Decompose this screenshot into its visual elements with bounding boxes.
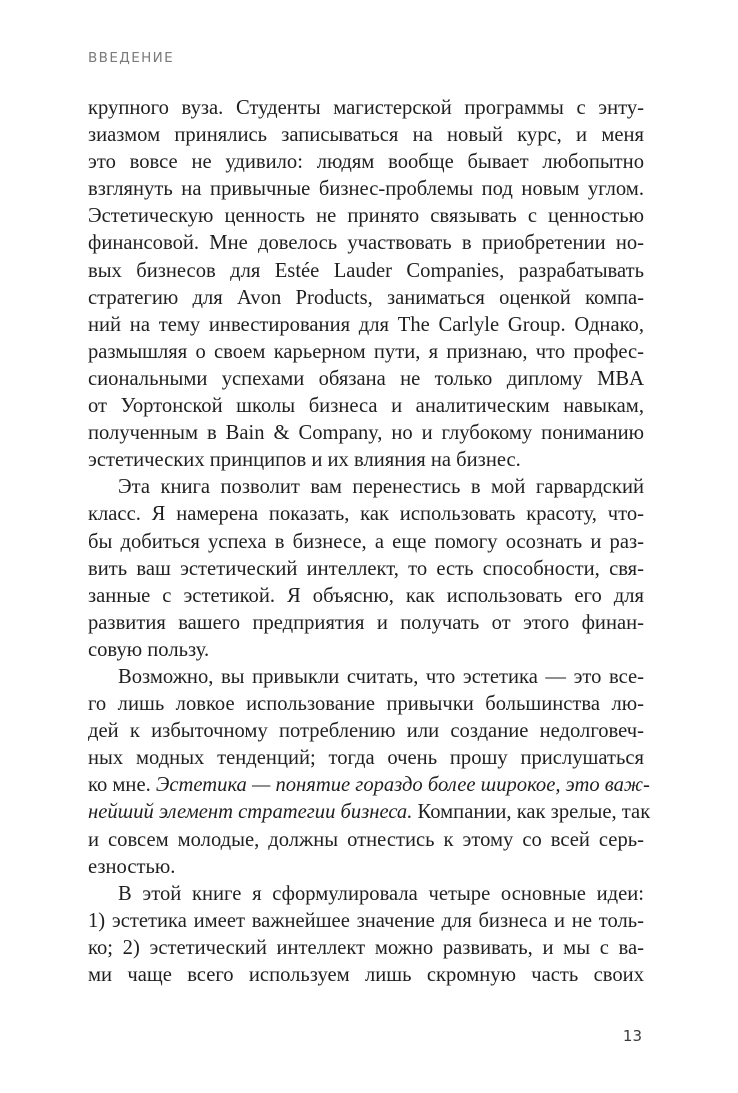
text-line: взглянуть на привычные бизнес-проблемы под новым углом. [88, 178, 644, 201]
italic-emphasis: нейший элемент стратегии бизнеса. [88, 801, 413, 824]
text-line: финансовой. Мне довелось участвовать в приобретении но- [88, 232, 644, 255]
text-line: полученным в Bain & Company, но и глубокому пониманию [88, 422, 644, 445]
text-line: Возможно, вы привыкли считать, что эстетика — это все- [118, 665, 644, 688]
text-line: дей к избыточному потреблению или создание недолговеч- [88, 720, 644, 743]
text-line: В этой книге я сформулировала четыре основные идеи: [118, 882, 644, 905]
text-line: зиазмом принялись записываться на новый курс, и меня [88, 124, 644, 147]
text-line: Эстетическую ценность не принято связывать с ценностью [88, 205, 644, 228]
text-line: стратегию для Avon Products, заниматься оценкой компа- [88, 286, 644, 309]
text-line: класс. Я намерена показать, как использовать красоту, что- [88, 503, 644, 526]
text-line: Эта книга позволит вам перенестись в мой гарвардский [118, 476, 644, 499]
text-line: это вовсе не удивило: людям вообще бывает любопытно [88, 151, 644, 174]
text-line: ний на тему инвестирования для The Carlyle Group. Однако, [88, 313, 644, 336]
body-text [88, 95, 651, 989]
text-line: вить ваш эстетический интеллект, то есть способности, свя- [88, 557, 644, 580]
italic-emphasis: Эстетика — понятие гораздо более широкое, это важ- [155, 774, 650, 797]
text-line: ко; 2) эстетический интеллект можно развивать, и мы с ва- [88, 936, 644, 959]
text-line: ных модных тенденций; тогда очень прошу прислушаться [88, 747, 644, 770]
text-line-mixed [88, 772, 650, 799]
page-number: 13 [622, 1027, 642, 1045]
text-line: 1) эстетика имеет важнейшее значение для бизнеса и не толь- [88, 909, 644, 932]
text-line: эстетических принципов и их влияния на бизнес. [88, 449, 521, 472]
text-line: совую пользу. [88, 638, 210, 661]
text-line: бы добиться успеха в бизнесе, а еще помогу осознать и раз- [88, 530, 644, 553]
paragraph [88, 664, 651, 881]
running-header: ВВЕДЕНИЕ [88, 50, 175, 66]
paragraph [88, 881, 644, 989]
text-line: занные с эстетикой. Я объясню, как использовать его для [88, 584, 644, 607]
text-line: сиональными успехами обязана не только диплому MBA [88, 367, 644, 390]
text-segment: ко мне. [88, 774, 151, 797]
text-line: вых бизнесов для Estée Lauder Companies, разрабатывать [88, 259, 644, 282]
text-line: и совсем молодые, должны отнестись к этому со всей серь- [88, 828, 644, 851]
text-line: го лишь ловкое использование привычки большинства лю- [88, 693, 644, 716]
text-line: ми чаще всего используем лишь скромную часть своих [88, 964, 644, 986]
text-line: крупного вуза. Студенты магистерской программы с энту- [88, 97, 644, 119]
text-line: размышляя о своем карьерном пути, я признаю, что профес- [88, 340, 644, 363]
paragraph [88, 474, 644, 664]
text-line: езностью. [88, 855, 176, 878]
text-segment: Компании, как зрелые, так [417, 801, 651, 824]
text-line: развития вашего предприятия и получать от этого финан- [88, 611, 644, 634]
text-line: от Уортонской школы бизнеса и аналитическим навыкам, [88, 395, 644, 418]
text-line-mixed [88, 799, 651, 826]
paragraph [88, 95, 644, 474]
